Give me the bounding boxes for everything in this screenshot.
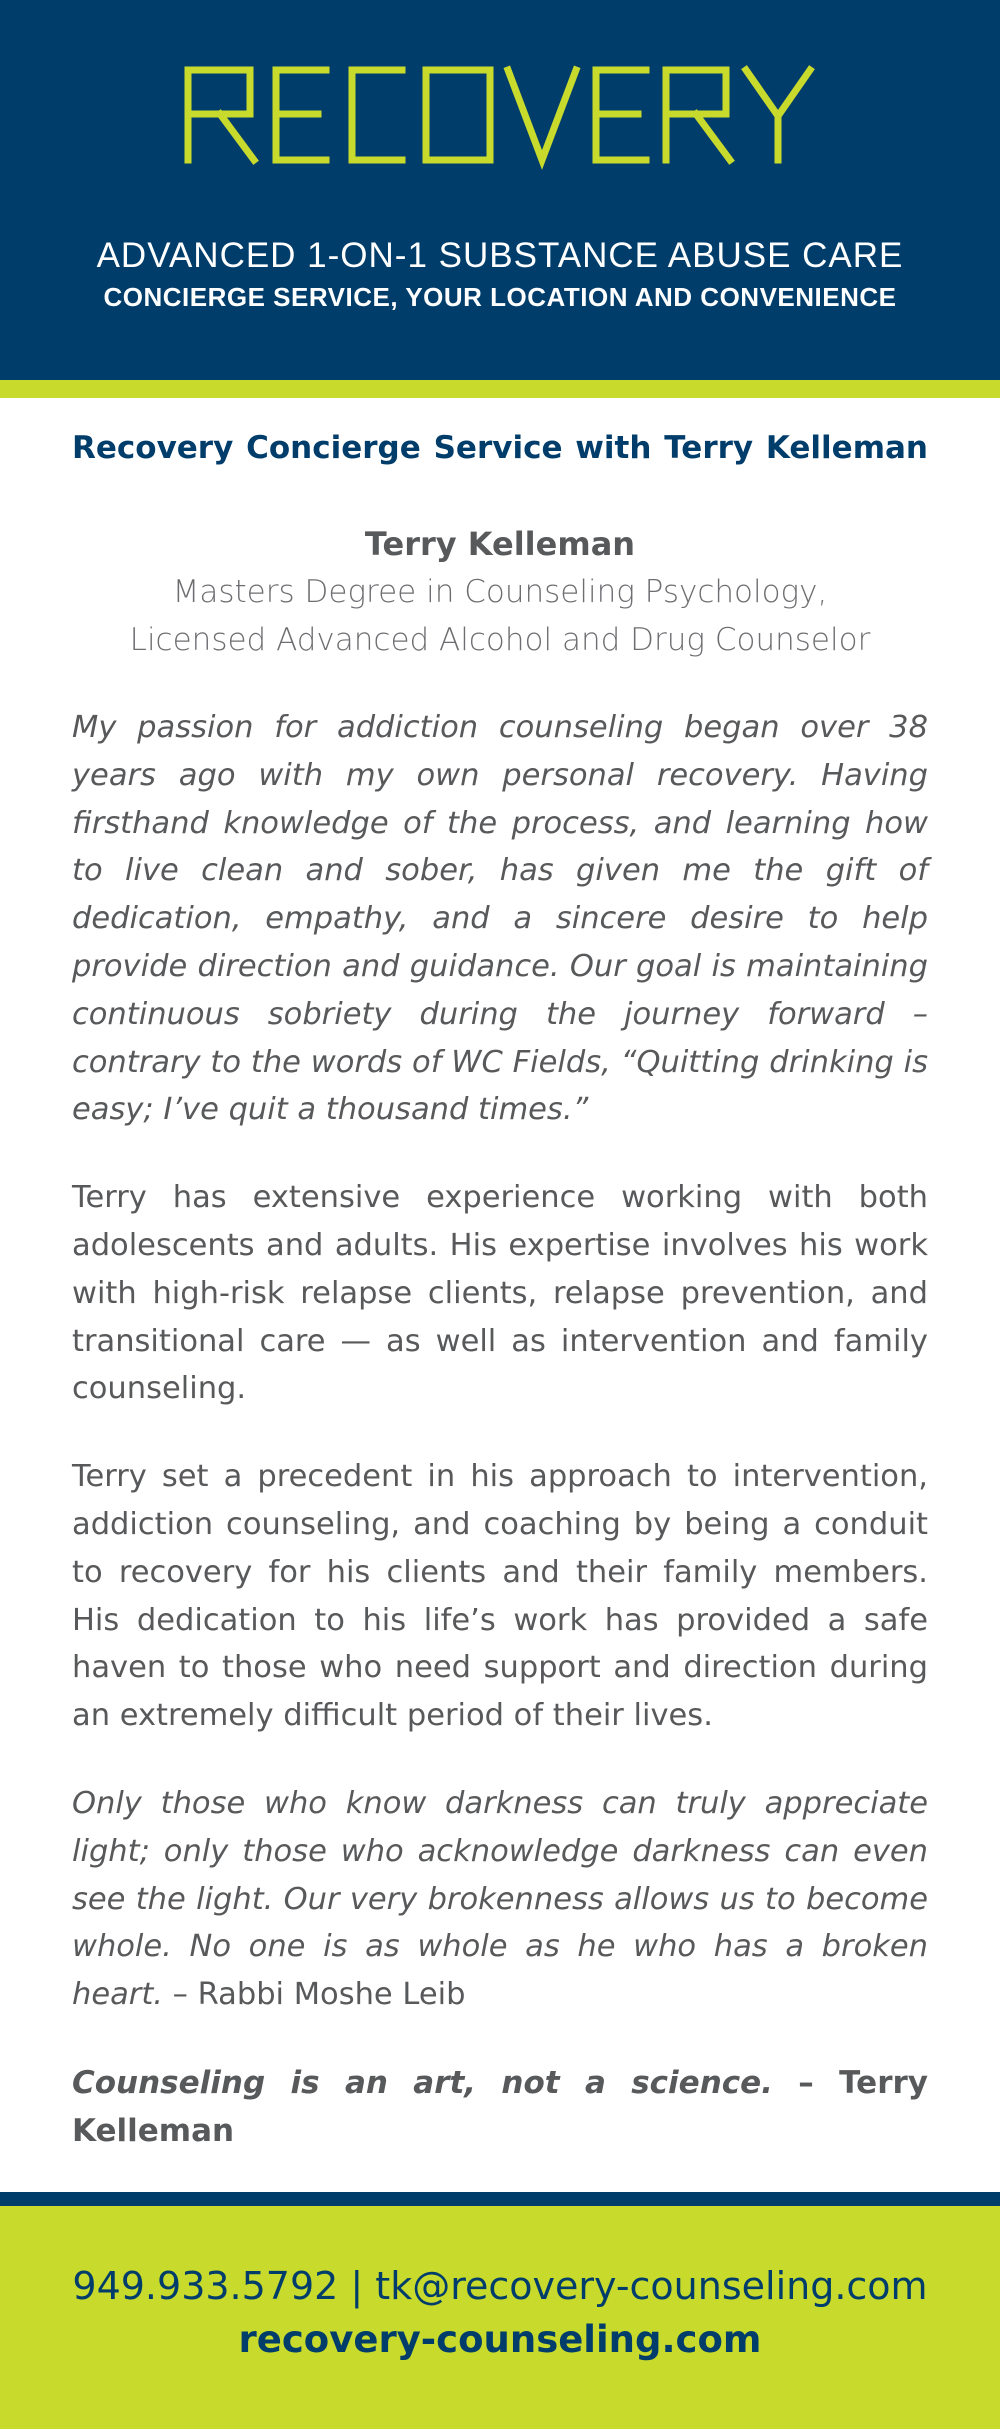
contact-info[interactable]: 949.933.5792 | tk@recovery-counseling.com: [72, 2264, 928, 2308]
recovery-logo: [0, 48, 1000, 198]
page-heading: Recovery Concierge Service with Terry Kelleman: [72, 430, 928, 466]
footer-divider: [0, 2192, 1000, 2206]
experience-paragraph: Terry has extensive experience working with both adolescents and adults. His expertise involves his work with high-risk relapse clients, relapse prevention, and transitional care — as well as intervention and family counseling.: [72, 1180, 928, 1407]
main-content: [72, 430, 928, 2155]
bio-license: Licensed Advanced Alcohol and Drug Counselor: [129, 622, 871, 658]
header-banner: [0, 0, 1000, 380]
bio-name: Terry Kelleman: [364, 525, 636, 563]
closing-attribution: – Terry Kelleman: [72, 2064, 928, 2149]
closing-text: Counseling is an art, not a science.: [72, 2064, 773, 2101]
bio-degree: Masters Degree in Counseling Psychology,: [172, 574, 828, 610]
header-accent-stripe: [0, 380, 1000, 398]
website-link[interactable]: recovery-counseling.com: [238, 2318, 762, 2361]
closing-quote: [72, 2059, 928, 2155]
quote-text: Only those who know darkness can truly appreciate light; only those who acknowledge darkness can even see the light. Our very brokenness allows us to become whole. No one is as whole as he who has a broken heart.: [72, 1785, 928, 2013]
bio-block: [72, 520, 928, 664]
quote-paragraph: [72, 1780, 928, 2019]
tagline-secondary: CONCIERGE SERVICE, YOUR LOCATION AND CONVENIENCE: [103, 282, 897, 312]
precedent-paragraph: Terry set a precedent in his approach to intervention, addiction counseling, and coaching by being a conduit to recovery for his clients and their family members. His dedication to his life’s work has provided a safe haven to those who need support and direction during an extremely difficult period of their lives.: [72, 1459, 928, 1734]
recovery-logo-icon: [180, 48, 820, 178]
passion-paragraph: My passion for addiction counseling began over 38 years ago with my own personal recovery. Having firsthand knowledge of the process, and learning how to live clean and sober, has given me the gift of dedication, empathy, and a sincere desire to help provide direction and guidance. Our goal is maintaining continuous sobriety during the journey forward – contrary to the words of WC Fields, “Quitting drinking is easy; I’ve quit a thousand times.”: [72, 710, 928, 1128]
footer: [0, 2206, 1000, 2429]
tagline-primary: ADVANCED 1-ON-1 SUBSTANCE ABUSE CARE: [96, 236, 904, 275]
quote-attribution: – Rabbi Moshe Leib: [162, 1977, 466, 2013]
